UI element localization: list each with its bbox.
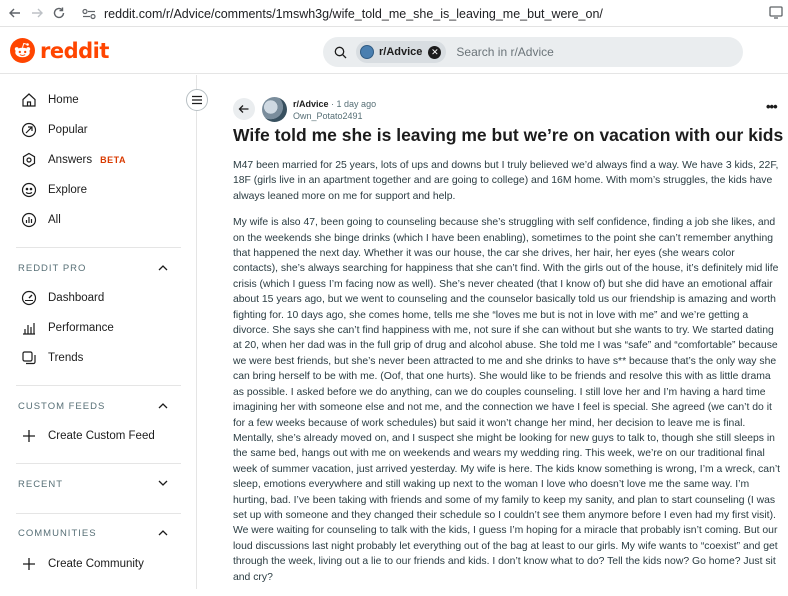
sidebar-collapse-button[interactable] [186,89,208,111]
site-settings-icon[interactable] [82,8,96,20]
reddit-snoo-icon [10,38,35,63]
post-body [233,158,781,596]
arrow-right-icon [30,6,44,20]
reddit-logo[interactable] [10,38,109,63]
post-meta [293,98,376,122]
divider [16,463,181,464]
sidebar-item-popular[interactable] [20,120,88,140]
section-title: REDDIT PRO [18,263,87,274]
beta-badge: BETA [100,155,126,165]
left-sidebar [0,75,197,589]
subreddit-filter-chip[interactable] [356,41,446,63]
browser-toolbar [0,0,788,27]
search-bar[interactable] [323,37,743,67]
section-title: COMMUNITIES [18,528,97,539]
recent-section-toggle[interactable] [18,479,168,490]
reddit-pro-section-toggle[interactable] [18,263,168,274]
search-icon [334,46,347,59]
subreddit-avatar[interactable] [262,97,287,122]
sidebar-item-label: Dashboard [48,292,105,304]
trends-icon [20,349,38,367]
browser-back-button[interactable] [4,2,26,24]
custom-feeds-section-toggle[interactable] [18,401,168,412]
create-custom-feed-button[interactable] [20,426,155,446]
section-title: CUSTOM FEEDS [18,401,106,412]
subreddit-avatar [360,45,374,59]
post-title: Wife told me she is leaving me but we’re on vacation with our kids [233,125,784,145]
more-options-icon[interactable]: ••• [766,99,777,114]
subreddit-link[interactable]: r/Advice [293,99,329,109]
sidebar-item-label: Create Community [48,558,144,570]
sidebar-item-label: Explore [48,184,87,196]
arrow-left-icon [8,6,22,20]
site-header [0,27,788,74]
bar-chart-circle-icon [20,211,38,229]
chevron-up-icon [158,528,168,539]
post-time: · 1 day ago [331,99,377,109]
cast-icon[interactable] [768,4,784,25]
back-button[interactable] [233,98,255,120]
sidebar-item-label: Create Custom Feed [48,430,155,442]
section-title: RECENT [18,479,64,490]
chip-label: r/Advice [379,46,423,58]
sidebar-item-label: Popular [48,124,88,136]
sidebar-item-label: All [48,214,61,226]
sidebar-item-explore[interactable] [20,180,87,200]
arrow-left-icon [238,103,250,115]
close-icon[interactable]: ✕ [428,46,441,59]
sidebar-item-label: Home [48,94,79,106]
answers-icon [20,151,38,169]
explore-icon [20,181,38,199]
sidebar-item-answers[interactable] [20,150,126,170]
post-paragraph: M47 been married for 25 years, lots of ups and downs but I truly believed we’d always find a way. We have 3 kids, 22F, 18F (girls live in an apartment together and are going to college) and 16M home. With mom’s struggles, the kids have always leaned more on me for support and help. [233,160,779,202]
reload-icon [52,6,66,20]
reddit-wordmark: reddit [40,38,109,63]
home-icon [20,91,38,109]
browser-reload-button[interactable] [48,2,70,24]
browser-forward-button[interactable] [26,2,48,24]
address-bar[interactable] [82,3,764,24]
chevron-up-icon [158,401,168,412]
plus-icon [20,555,38,573]
divider [16,513,181,514]
post-paragraph: My wife is also 47, been going to counseling because she’s struggling with self confidence, finding a job she likes, and on the weekends she binge drinks (which I have been enabling), sometimes to the point she can’t remember anything that happened the next day. Whether it was our house, the car she drives, her hair, her eyes (she wears color contacts), she’s always searching for happiness that she can’t find. With the girls out of the house, it’s definitely mid life crisis (which I guess I’m facing now as well). She’s never cheated (that I know of) but she did have an emotional affair about 15 years ago, but we went to counseling and the counselor basically told us our friendship is amazing and worth fighting for. 10 days ago, she comes home, tells me she “loves me but is not in love with me” and we’re getting a divorce. She says she can’t find happiness with me, not sure if she can without but she wants to try. We started dating at 20, when her dad was in the full grip of drug and alcohol abuse. She told me I was “safe” and “comfortable” because we were best friends, but she’s never been attracted to me and she drinks to have s** because that’s the only way she can bring herself to be with me. (Oof, that one hurts). She would like to be friends and resolve this with as little drama as possible. I asked before we do anything, can we do couples counseling. I still love her and I’m having a hard time imagining her with someone else and not me, and the connection we have I feel is special. She agreed (we can’t do it for a few weeks because of work schedules) but said it won’t change her mind, her decision to leave me is final. Mentally, she’s already moved on, and I suspect she might be looking for new guys to talk to, though she still sleeps in the same bed, hangs out with me on weekends and wears my wedding ring. This week, we’re on our traditional final week of summer vacation, just arrived yesterday. My wife is here. The kids know something is wrong, I’m a wreck, can’t sleep, emotions everywhere and still waking up next to the woman I love who doesn’t love me the same way. I’m hurting, bad. I’ve been taking with friends and some of my family to keep my sanity, and plan to start counseling (I was set up with someone and they changed their schedule so I couldn’t see them anymore before I even had my first visit). We were waiting for counseling to talk with the kids, I guess I’m hoping for a miracle that probably isn’t coming. But our loud discussions last night probably let everything out of the bag at least to our girls. My wife wants to “coexist” and get through the week, living out a lie to our friends and kids. I don’t know what to do? Tell the kids now? Go home? Just sit and cry? [233,217,781,583]
sidebar-item-label: Trends [48,352,84,364]
chevron-up-icon [158,263,168,274]
communities-section-toggle[interactable] [18,528,168,539]
search-input[interactable]: Search in r/Advice [456,45,554,59]
sidebar-item-label: Performance [48,322,114,334]
sidebar-item-dashboard[interactable] [20,288,104,308]
bar-chart-icon [20,319,38,337]
sidebar-item-home[interactable] [20,90,79,110]
sidebar-item-label: Answers [48,154,93,166]
sidebar-item-trends[interactable] [20,348,83,368]
gauge-icon [20,289,38,307]
sidebar-item-performance[interactable] [20,318,114,338]
sidebar-item-all[interactable] [20,210,61,230]
url-text: reddit.com/r/Advice/comments/1mswh3g/wife_told_me_she_is_leaving_me_but_were_on/ [104,6,603,21]
trending-arrow-icon [20,121,38,139]
create-community-button[interactable] [20,554,144,574]
author-link[interactable]: Own_Potato2491 [293,111,363,121]
hamburger-icon [191,95,203,105]
chevron-down-icon [158,479,168,490]
plus-icon [20,427,38,445]
divider [16,385,181,386]
divider [16,247,181,248]
